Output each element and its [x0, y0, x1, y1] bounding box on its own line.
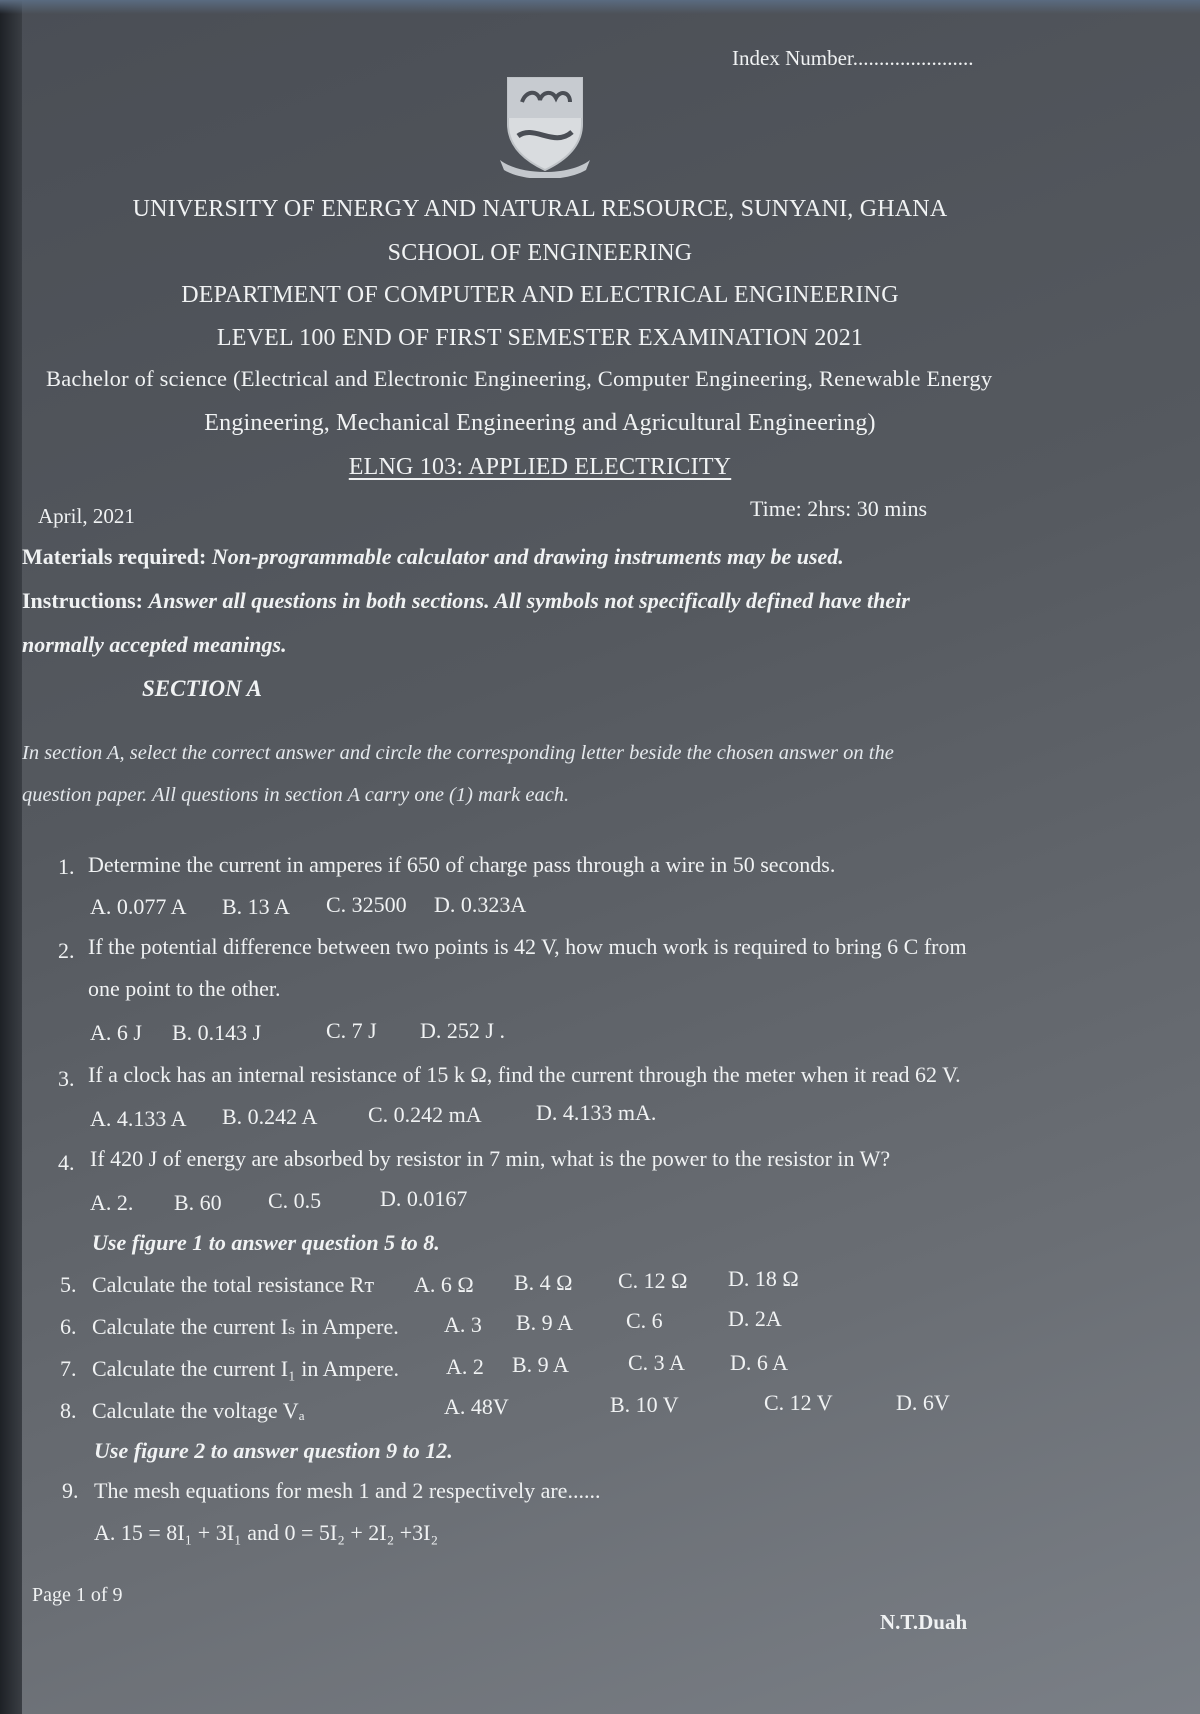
- option-b[interactable]: B. 0.143 J: [172, 1020, 262, 1045]
- materials-label: Materials required:: [22, 544, 207, 569]
- option-d[interactable]: D. 6 A: [730, 1350, 789, 1375]
- option-a[interactable]: A. 4.133 A: [90, 1106, 187, 1131]
- question-text: If the potential difference between two points is 42 V, how much work is required to bring 6 C from: [88, 934, 967, 959]
- exam-date: April, 2021: [38, 504, 135, 528]
- option-b[interactable]: B. 9 A: [512, 1352, 569, 1377]
- option-a[interactable]: A. 0.077 A: [90, 894, 187, 919]
- section-intro-line-1: In section A, select the correct answer and circle the corresponding letter beside the chosen answer on the: [22, 742, 894, 764]
- question-number: 7.: [60, 1356, 77, 1381]
- option-b[interactable]: B. 9 A: [516, 1310, 573, 1335]
- question-number: 4.: [58, 1150, 75, 1175]
- option-d[interactable]: D. 2A: [728, 1306, 782, 1331]
- figure-1-note: Use figure 1 to answer question 5 to 8.: [92, 1230, 440, 1255]
- option-d[interactable]: D. 252 J .: [420, 1018, 505, 1043]
- instructions-line-1: [22, 588, 910, 614]
- programme-line-2: Engineering, Mechanical Engineering and Agricultural Engineering): [204, 410, 876, 436]
- option-c[interactable]: C. 0.5: [268, 1188, 322, 1213]
- index-number-field: Index Number.......................: [732, 46, 974, 70]
- option-c[interactable]: C. 12 V: [764, 1390, 833, 1415]
- question-number: 1.: [58, 854, 75, 879]
- option-a[interactable]: A. 6 Ω: [414, 1272, 474, 1297]
- question-number: 2.: [58, 938, 75, 963]
- question-number: 5.: [60, 1272, 77, 1297]
- question-text: Calculate the current I₁ in Ampere.: [92, 1356, 399, 1381]
- programme-line-1: Bachelor of science (Electrical and Electronic Engineering, Computer Engineering, Renewable Energy: [46, 366, 993, 391]
- question-number: 8.: [60, 1398, 77, 1423]
- question-text: If 420 J of energy are absorbed by resistor in 7 min, what is the power to the resistor in W?: [90, 1146, 891, 1171]
- materials-text: Non-programmable calculator and drawing instruments may be used.: [211, 544, 844, 569]
- figure-2-note: Use figure 2 to answer question 9 to 12.: [94, 1438, 453, 1463]
- option-c[interactable]: C. 6: [626, 1308, 663, 1333]
- option-c[interactable]: C. 32500: [326, 892, 407, 917]
- department-name: DEPARTMENT OF COMPUTER AND ELECTRICAL ENGINEERING: [181, 282, 899, 308]
- question-text: Determine the current in amperes if 650 of charge pass through a wire in 50 seconds.: [88, 852, 836, 877]
- option-b[interactable]: B. 13 A: [222, 894, 290, 919]
- option-b[interactable]: B. 10 V: [610, 1392, 679, 1417]
- option-b[interactable]: B. 60: [174, 1190, 222, 1215]
- instructions-label: Instructions:: [22, 588, 144, 613]
- author-name: N.T.Duah: [880, 1610, 968, 1634]
- university-name: UNIVERSITY OF ENERGY AND NATURAL RESOURCE, SUNYANI, GHANA: [132, 196, 948, 222]
- option-d[interactable]: D. 6V: [896, 1390, 950, 1415]
- instructions-text: Answer all questions in both sections. All symbols not specifically defined have their: [148, 588, 910, 613]
- option-a[interactable]: A. 2: [446, 1354, 484, 1379]
- question-text: Calculate the voltage Vₐ: [92, 1398, 305, 1423]
- option-a[interactable]: A. 6 J: [90, 1020, 142, 1045]
- materials-required: [22, 544, 844, 570]
- page-number: Page 1 of 9: [32, 1584, 123, 1606]
- section-intro-line-2: question paper. All questions in section A carry one (1) mark each.: [22, 784, 570, 806]
- exam-duration: Time: 2hrs: 30 mins: [750, 496, 928, 521]
- option-b[interactable]: B. 0.242 A: [222, 1104, 318, 1129]
- option-a[interactable]: A. 2.: [90, 1190, 134, 1215]
- course-title: ELNG 103: APPLIED ELECTRICITY: [348, 454, 732, 480]
- option-d[interactable]: D. 0.0167: [380, 1186, 468, 1211]
- option-d[interactable]: D. 0.323A: [434, 892, 527, 917]
- exam-title: LEVEL 100 END OF FIRST SEMESTER EXAMINATION 2021: [216, 325, 864, 351]
- option-a[interactable]: A. 48V: [444, 1394, 509, 1419]
- option-a[interactable]: A. 15 = 8I₁ + 3I₁ and 0 = 5I₂ + 2I₂ +3I₂: [94, 1520, 439, 1545]
- question-text: The mesh equations for mesh 1 and 2 respectively are......: [94, 1478, 601, 1503]
- university-crest-logo: [500, 74, 590, 178]
- option-c[interactable]: C. 0.242 mA: [368, 1102, 482, 1127]
- question-text: If a clock has an internal resistance of 15 k Ω, find the current through the meter when it read 62 V.: [88, 1062, 961, 1087]
- school-name: SCHOOL OF ENGINEERING: [387, 240, 693, 266]
- question-number: 9.: [62, 1478, 79, 1503]
- question-text: Calculate the current Iₛ in Ampere.: [92, 1314, 399, 1339]
- instructions-line-2: normally accepted meanings.: [22, 632, 287, 657]
- question-number: 6.: [60, 1314, 77, 1339]
- option-c[interactable]: C. 3 A: [628, 1350, 685, 1375]
- question-text: Calculate the total resistance Rᴛ: [92, 1272, 375, 1297]
- section-title: SECTION A: [142, 676, 262, 701]
- option-c[interactable]: C. 7 J: [326, 1018, 377, 1043]
- option-c[interactable]: C. 12 Ω: [618, 1268, 688, 1293]
- option-b[interactable]: B. 4 Ω: [514, 1270, 573, 1295]
- option-d[interactable]: D. 4.133 mA.: [536, 1100, 657, 1125]
- option-d[interactable]: D. 18 Ω: [728, 1266, 799, 1291]
- question-number: 3.: [58, 1066, 75, 1091]
- question-text-continued: one point to the other.: [88, 976, 281, 1001]
- option-a[interactable]: A. 3: [444, 1312, 482, 1337]
